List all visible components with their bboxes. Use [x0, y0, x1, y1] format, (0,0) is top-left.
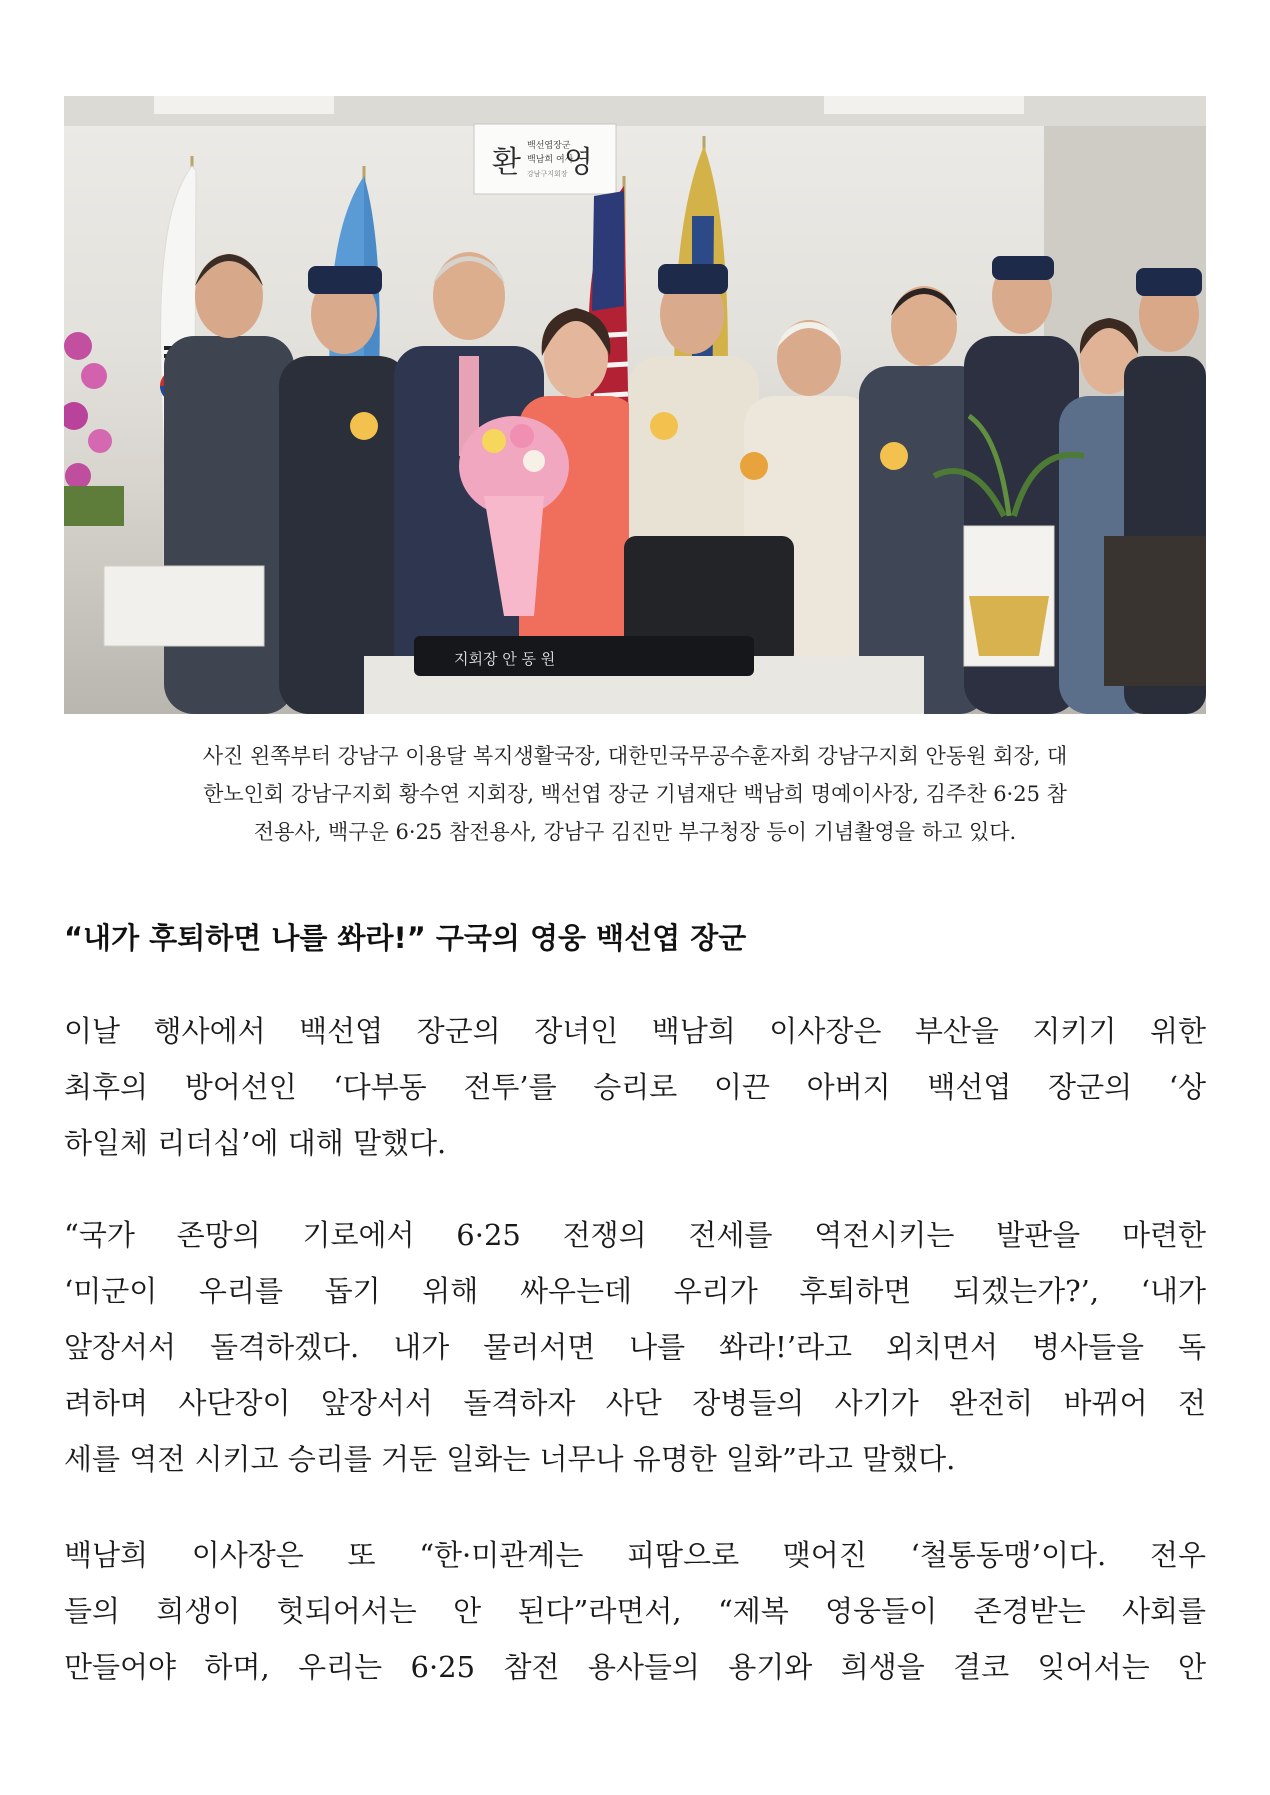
- photo-caption: [64, 737, 1206, 851]
- banner-line-1: 백선엽장군: [527, 141, 571, 151]
- paragraph-line: 하일체 리더십’에 대해 말했다.: [64, 1126, 447, 1160]
- group-photo: [64, 96, 1206, 714]
- banner-line-2: 백남희 여사: [527, 155, 574, 165]
- banner-line-3: 강남구지회장: [527, 170, 568, 178]
- banner-big-left: 환: [492, 145, 521, 180]
- body-paragraph-1: [64, 1003, 1206, 1171]
- paragraph-line: 만들어야 하며, 우리는 6·25 참전 용사들의 용기와 희생을 결코 잊어서는 안: [64, 1650, 1206, 1684]
- caption-line: 사진 왼쪽부터 강남구 이용달 복지생활국장, 대한민국무공수훈자회 강남구지회 안동원 회장, 대: [202, 744, 1068, 768]
- paragraph-line: 려하며 사단장이 앞장서서 돌격하자 사단 장병들의 사기가 완전히 바뀌어 전: [64, 1386, 1206, 1420]
- paragraph-line: 이날 행사에서 백선엽 장군의 장녀인 백남희 이사장은 부산을 지키기 위한: [64, 1014, 1206, 1048]
- paragraph-line: ‘미군이 우리를 돕기 위해 싸우는데 우리가 후퇴하면 되겠는가?’, ‘내가: [64, 1274, 1206, 1308]
- paragraph-line: 세를 역전 시키고 승리를 거둔 일화는 너무나 유명한 일화”라고 말했다.: [64, 1442, 956, 1476]
- paragraph-line: “국가 존망의 기로에서 6·25 전쟁의 전세를 역전시키는 발판을 마련한: [64, 1218, 1206, 1252]
- paragraph-line: 앞장서서 돌격하겠다. 내가 물러서면 나를 쏴라!’라고 외치면서 병사들을 독: [64, 1330, 1206, 1364]
- caption-line: 전용사, 백구운 6·25 참전용사, 강남구 김진만 부구청장 등이 기념촬영을 하고 있다.: [253, 820, 1017, 844]
- paragraph-line: 최후의 방어선인 ‘다부동 전투’를 승리로 이끈 아버지 백선엽 장군의 ‘상: [64, 1070, 1206, 1104]
- group-photo-illustration: [64, 96, 1206, 714]
- paragraph-line: 들의 희생이 헛되어서는 안 된다”라면서, “제복 영웅들이 존경받는 사회를: [64, 1594, 1206, 1628]
- orchid-plant-left: [64, 332, 124, 526]
- body-paragraph-3: [64, 1527, 1206, 1695]
- caption-line: 한노인회 강남구지회 황수연 지회장, 백선엽 장군 기념재단 백남희 명예이사장, 김주찬 6·25 참: [203, 782, 1067, 806]
- body-paragraph-2: [64, 1207, 1206, 1487]
- section-heading: “내가 후퇴하면 나를 쏴라!” 구국의 영웅 백선엽 장군: [64, 921, 747, 955]
- paragraph-line: 백남희 이사장은 또 “한·미관계는 피땀으로 맺어진 ‘철통동맹’이다. 전우: [64, 1538, 1206, 1572]
- name-sash: 지회장 안 동 원: [454, 650, 556, 668]
- banner-big-right: 영: [564, 145, 593, 180]
- welcome-banner: [474, 124, 616, 194]
